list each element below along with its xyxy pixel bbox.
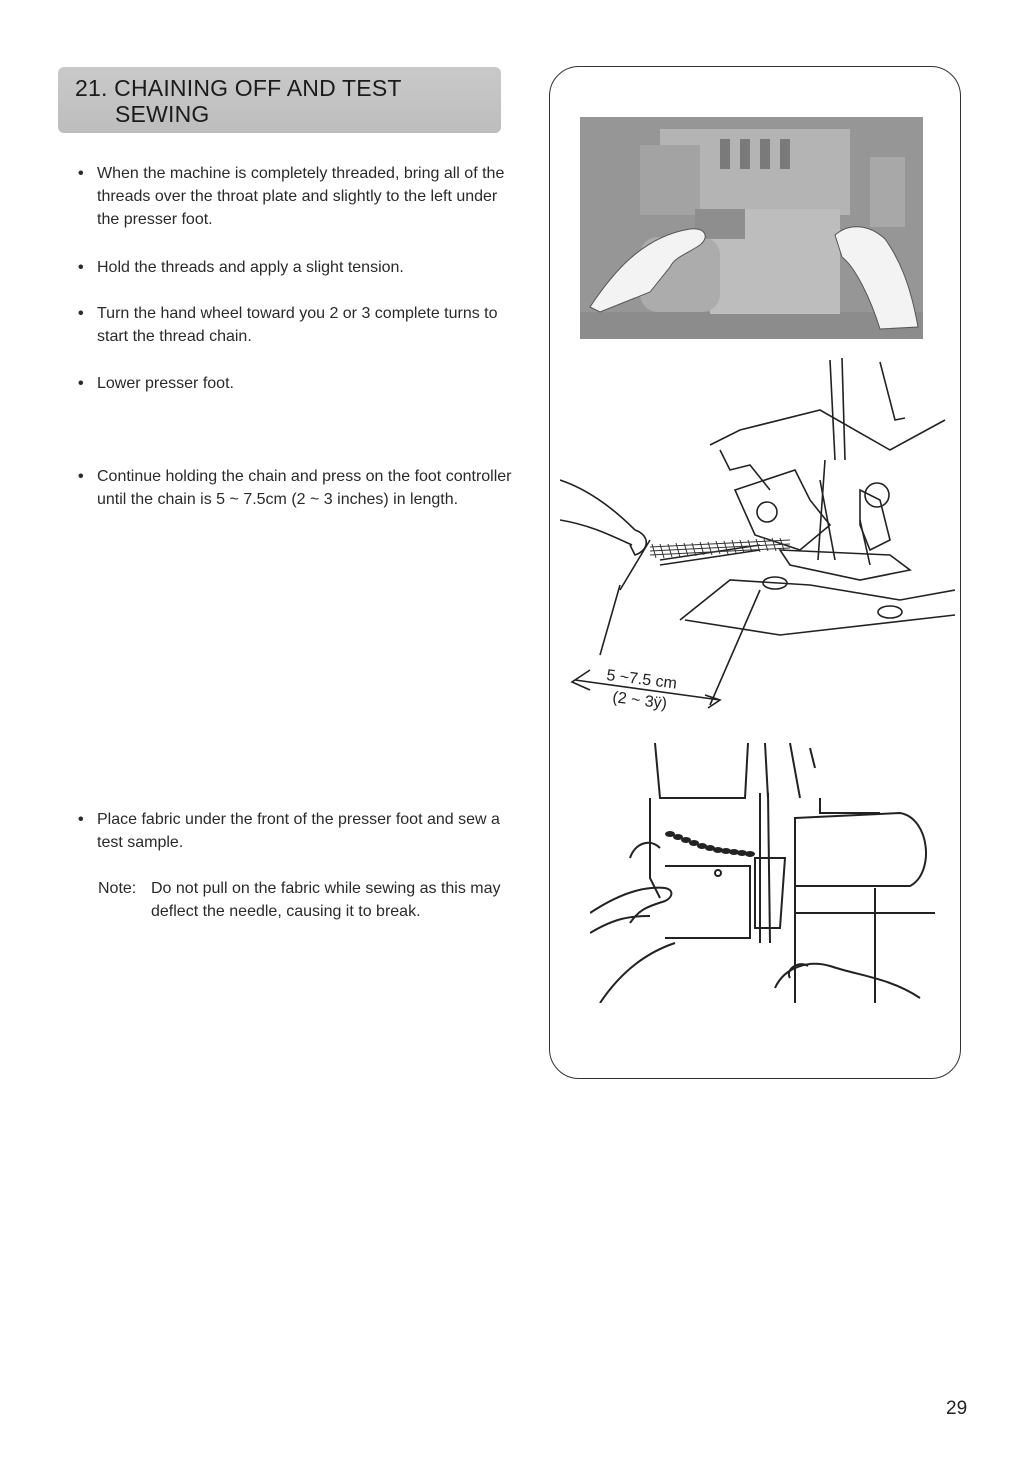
instruction-text: When the machine is completely threaded, bring all of the threads over the throat plate and slightly to the left under the presser foot. (97, 165, 505, 228)
section-title-line2: SEWING (115, 101, 210, 127)
instruction-text: Lower presser foot. (97, 375, 234, 392)
machine-photo (580, 117, 923, 339)
measure-cm-label: 5 ~7.5 cm (605, 667, 678, 693)
instruction-text: Continue holding the chain and press on the foot controller until the chain is 5 ~ 7.5cm (2 ~ 3 inches) in length. (97, 468, 512, 508)
bullet-dot: • (78, 305, 84, 322)
bullet-dot: • (78, 468, 84, 485)
note-text: Do not pull on the fabric while sewing as this may deflect the needle, causing it to break. (151, 880, 501, 920)
page-number: 29 (946, 1398, 968, 1419)
bullet-dot: • (78, 375, 84, 392)
test-sewing-illustration (590, 738, 935, 1003)
measure-in-label: (2 ~ 3ÿ) (611, 689, 668, 713)
instruction-text: Place fabric under the front of the presser foot and sew a test sample. (97, 811, 500, 851)
section-title-box (58, 67, 501, 133)
instruction-bullet (78, 302, 513, 348)
note-label: Note: (98, 880, 137, 897)
note (98, 877, 518, 923)
bullet-dot: • (78, 811, 84, 828)
instruction-bullet (78, 256, 513, 279)
section-title-line1: 21. CHAINING OFF AND TEST (75, 75, 402, 101)
serger-photo-icon (580, 117, 923, 339)
instruction-bullet (78, 465, 513, 511)
bullet-dot: • (78, 165, 84, 182)
test-sewing-illustration-icon (590, 738, 935, 1003)
bullet-dot: • (78, 259, 84, 276)
instruction-text: Hold the threads and apply a slight tension. (97, 259, 404, 276)
instruction-bullet (78, 372, 513, 395)
thread-chain-illustration-icon (560, 350, 955, 720)
instruction-bullet (78, 808, 513, 854)
instruction-text: Turn the hand wheel toward you 2 or 3 complete turns to start the thread chain. (97, 305, 498, 345)
chain-illustration (560, 350, 955, 720)
section-title (75, 75, 402, 127)
instruction-bullet (78, 162, 513, 231)
